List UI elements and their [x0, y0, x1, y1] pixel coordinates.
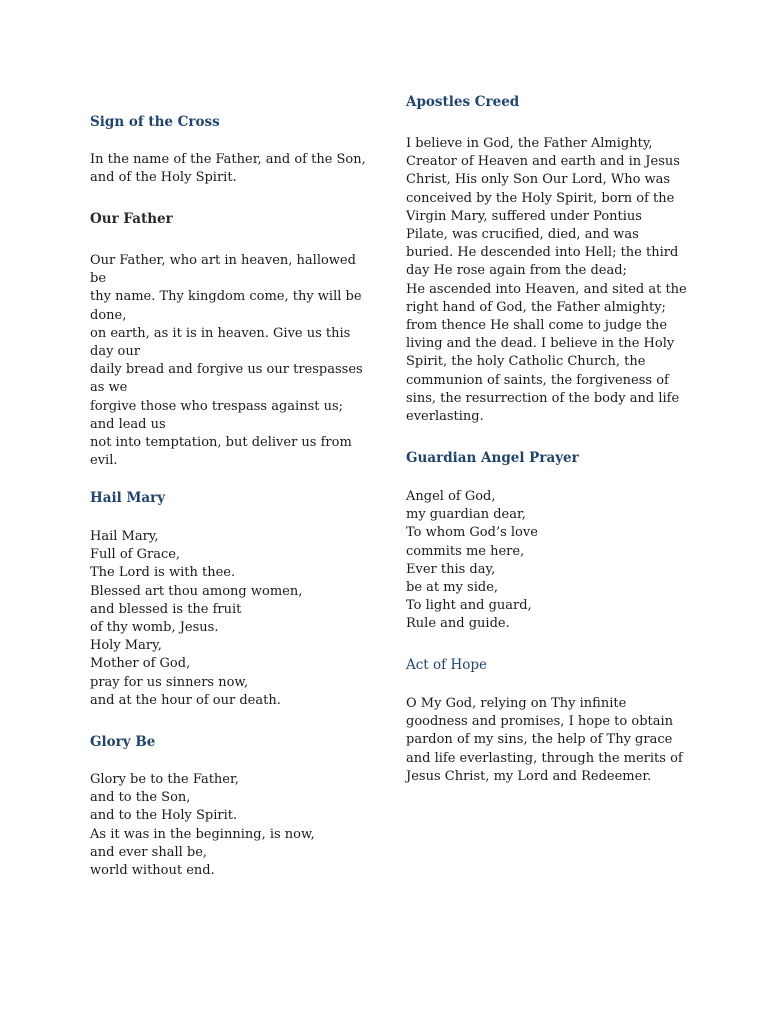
- text-line: of thy womb, Jesus.: [90, 620, 219, 636]
- text-line: Pilate, was crucified, died, and was: [406, 227, 639, 243]
- apostles-creed-text: [406, 135, 687, 426]
- text-line: living and the dead. I believe in the Holy: [406, 336, 675, 352]
- text-line: and life everlasting, through the merits of: [406, 750, 683, 766]
- text-line: Christ, His only Son Our Lord, Who was: [406, 172, 671, 188]
- sign-of-cross-text: [90, 151, 366, 187]
- text-line: He ascended into Heaven, and sited at the: [406, 281, 687, 297]
- text-line: To whom God’s love: [406, 525, 538, 541]
- text-line: Hail Mary,: [90, 529, 159, 544]
- our-father-title: Our Father: [90, 211, 173, 227]
- act-of-hope-text: [406, 695, 683, 786]
- text-line: evil.: [90, 453, 118, 469]
- text-line: and of the Holy Spirit.: [90, 170, 237, 186]
- text-line: on earth, as it is in heaven. Give us this: [90, 325, 351, 341]
- text-line: Mother of God,: [90, 656, 191, 672]
- text-line: goodness and promises, I hope to obtain: [406, 714, 674, 730]
- text-line: Blessed art thou among women,: [90, 583, 303, 599]
- text-line: right hand of God, the Father almighty;: [406, 299, 666, 315]
- text-line: Full of Grace,: [90, 547, 181, 563]
- text-line: and at the hour of our death.: [90, 692, 281, 708]
- text-line: and lead us: [90, 416, 166, 432]
- text-line: not into temptation, but deliver us from: [90, 435, 352, 451]
- text-line: daily bread and forgive us our trespasses: [90, 362, 363, 378]
- text-line: done,: [90, 307, 127, 323]
- text-line: thy name. Thy kingdom come, thy will be: [90, 289, 362, 305]
- text-line: world without end.: [90, 863, 215, 879]
- text-line: from thence He shall come to judge the: [406, 318, 668, 334]
- text-line: To light and guard,: [406, 598, 532, 614]
- text-line: pray for us sinners now,: [90, 674, 249, 690]
- text-line: I believe in God, the Father Almighty,: [406, 136, 653, 151]
- text-line: day He rose again from the dead;: [406, 263, 627, 279]
- text-line: be: [90, 271, 107, 287]
- text-line: Rule and guide.: [406, 616, 510, 632]
- text-line: Jesus Christ, my Lord and Redeemer.: [406, 768, 652, 784]
- text-line: pardon of my sins, the help of Thy grace: [406, 732, 673, 748]
- hail-mary-title: Hail Mary: [90, 490, 166, 506]
- hail-mary-text: [90, 528, 302, 710]
- text-line: everlasting.: [406, 409, 484, 425]
- text-line: Spirit, the holy Catholic Church, the: [406, 354, 646, 370]
- text-line: Glory be to the Father,: [90, 772, 239, 787]
- text-line: Creator of Heaven and earth and in Jesus: [406, 154, 680, 170]
- text-line: communion of saints, the forgiveness of: [406, 372, 669, 388]
- text-line: forgive those who trespass against us;: [90, 398, 344, 414]
- text-line: As it was in the beginning, is now,: [90, 826, 315, 842]
- text-line: sins, the resurrection of the body and life: [406, 390, 680, 406]
- text-line: and ever shall be,: [90, 844, 208, 860]
- text-line: and to the Holy Spirit.: [90, 808, 238, 824]
- text-line: commits me here,: [406, 543, 525, 559]
- act-of-hope-title: Act of Hope: [406, 657, 487, 673]
- text-line: Angel of God,: [406, 489, 496, 504]
- text-line: Holy Mary,: [90, 638, 162, 654]
- glory-be-text: [90, 771, 315, 880]
- text-line: O My God, relying on Thy infinite: [406, 696, 627, 711]
- sign-of-cross-title: Sign of the Cross: [90, 114, 220, 130]
- text-line: day our: [90, 344, 140, 360]
- text-line: Our Father, who art in heaven, hallowed: [90, 253, 356, 268]
- apostles-creed-title: Apostles Creed: [406, 94, 520, 110]
- text-line: Ever this day,: [406, 561, 496, 577]
- text-line: conceived by the Holy Spirit, born of the: [406, 190, 675, 206]
- text-line: and to the Son,: [90, 790, 191, 806]
- glory-be-title: Glory Be: [90, 734, 156, 750]
- text-line: The Lord is with thee.: [90, 565, 236, 581]
- guardian-angel-title: Guardian Angel Prayer: [406, 450, 579, 466]
- text-line: In the name of the Father, and of the Son,: [90, 152, 366, 167]
- text-line: buried. He descended into Hell; the third: [406, 245, 679, 261]
- our-father-text: [90, 252, 363, 470]
- text-line: and blessed is the fruit: [90, 601, 242, 617]
- text-line: as we: [90, 380, 128, 396]
- text-line: my guardian dear,: [406, 507, 526, 523]
- text-line: Virgin Mary, suffered under Pontius: [406, 208, 642, 224]
- text-line: be at my side,: [406, 580, 499, 596]
- guardian-angel-text: [406, 488, 538, 634]
